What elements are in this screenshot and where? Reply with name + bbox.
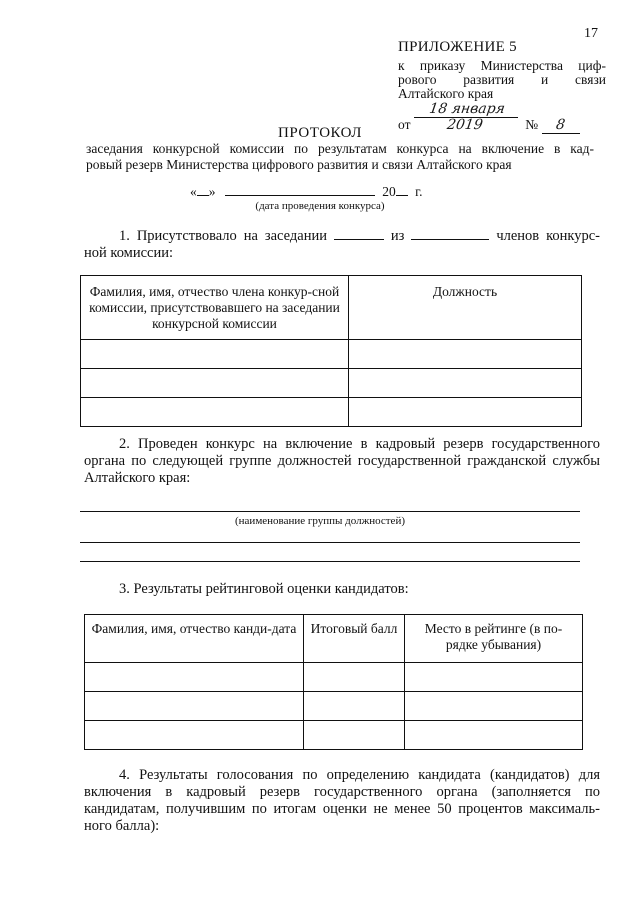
table-row bbox=[85, 692, 583, 721]
section2-text bbox=[84, 436, 600, 487]
annex-date-prefix: от bbox=[398, 117, 411, 132]
commission-table bbox=[80, 275, 582, 427]
annex-block bbox=[398, 38, 606, 133]
table-row bbox=[81, 340, 582, 369]
table-cell bbox=[405, 663, 583, 692]
commission-col-name: Фамилия, имя, отчество члена конкур-сной комиссии, присутствовавшего на заседании конкурсной комиссии bbox=[81, 276, 349, 340]
day-blank bbox=[197, 183, 209, 196]
group-name-line-2 bbox=[80, 542, 580, 543]
commission-col-position: Должность bbox=[349, 276, 582, 340]
year-blank bbox=[396, 183, 408, 196]
annex-date-row bbox=[398, 101, 606, 133]
table-cell bbox=[81, 340, 349, 369]
table-row bbox=[85, 721, 583, 750]
table-cell bbox=[405, 692, 583, 721]
section3-heading-wrap bbox=[84, 581, 600, 598]
annex-number-prefix: № bbox=[525, 117, 539, 132]
present-count-blank bbox=[334, 227, 384, 240]
protocol-subtitle-line-2: ровый резерв Министерства цифрового развития и связи Алтайского края bbox=[86, 157, 512, 172]
date-year-prefix: 20 bbox=[382, 184, 396, 199]
month-blank bbox=[225, 183, 375, 196]
group-name-line-3 bbox=[80, 561, 580, 562]
section4-line-1: 4. Результаты голосования по определению кандидата (кандидатов) для bbox=[119, 767, 600, 783]
group-name-hint: (наименование группы должностей) bbox=[235, 515, 405, 527]
table-row bbox=[85, 663, 583, 692]
rating-col-name: Фамилия, имя, отчество канди-дата bbox=[85, 615, 304, 663]
protocol-title: ПРОТОКОЛ bbox=[278, 125, 362, 141]
table-cell bbox=[81, 369, 349, 398]
table-cell bbox=[85, 692, 304, 721]
table-cell bbox=[349, 369, 582, 398]
section4-line-2: включения в кадровый резерв государственного органа (заполняется по bbox=[84, 784, 600, 800]
section3-heading: 3. Результаты рейтинговой оценки кандидатов: bbox=[119, 581, 409, 597]
section2-line-1: 2. Проведен конкурс на включение в кадровый резерв государственного bbox=[119, 436, 600, 452]
section4-line-3: кандидатам, получившим по итогам оценки не менее 50 процентов максималь- bbox=[84, 801, 600, 817]
table-cell bbox=[349, 398, 582, 427]
section2-line-2: органа по следующей группе должностей государственной гражданской службы bbox=[84, 453, 600, 469]
table-cell bbox=[405, 721, 583, 750]
protocol-subtitle bbox=[86, 141, 594, 173]
annex-title: ПРИЛОЖЕНИЕ 5 bbox=[398, 39, 517, 55]
section1-text-d: ной комиссии: bbox=[84, 245, 174, 261]
annex-date-handwritten: 18 января 2019 bbox=[428, 101, 506, 133]
page-number: 17 bbox=[584, 26, 598, 41]
table-cell bbox=[85, 663, 304, 692]
section1-text-a: 1. Присутствовало на заседании bbox=[119, 228, 327, 244]
section1-text-c: членов конкурс- bbox=[496, 228, 601, 244]
section4-text bbox=[84, 767, 600, 835]
section4-line-4: ного балла): bbox=[84, 818, 160, 834]
table-cell bbox=[85, 721, 304, 750]
section1-text-b: из bbox=[390, 228, 405, 244]
table-cell bbox=[349, 340, 582, 369]
date-hint: (дата проведения конкурса) bbox=[255, 200, 385, 212]
date-year-suffix: г. bbox=[415, 184, 423, 199]
annex-line-3: Алтайского края bbox=[398, 86, 494, 101]
rating-col-score: Итоговый балл bbox=[304, 615, 405, 663]
table-cell bbox=[81, 398, 349, 427]
annex-line-2: рового развития и связи bbox=[398, 72, 606, 87]
annex-number-handwritten: 8 bbox=[554, 117, 567, 133]
date-close-quote: » bbox=[208, 184, 216, 199]
section1-text bbox=[84, 227, 600, 262]
section2-line-3: Алтайского края: bbox=[84, 470, 191, 486]
total-count-blank bbox=[411, 227, 489, 240]
table-row bbox=[81, 369, 582, 398]
table-cell bbox=[304, 663, 405, 692]
annex-line-1: к приказу Министерства циф- bbox=[398, 58, 606, 73]
group-name-line-1 bbox=[80, 511, 580, 512]
contest-date-line bbox=[190, 183, 423, 200]
table-row bbox=[81, 398, 582, 427]
table-cell bbox=[304, 692, 405, 721]
date-open-quote: « bbox=[190, 184, 197, 199]
table-cell bbox=[304, 721, 405, 750]
rating-table bbox=[84, 614, 583, 750]
rating-col-place: Место в рейтинге (в по-рядке убывания) bbox=[405, 615, 583, 663]
protocol-subtitle-line-1: заседания конкурсной комиссии по результатам конкурса на включение в кад- bbox=[86, 141, 594, 156]
